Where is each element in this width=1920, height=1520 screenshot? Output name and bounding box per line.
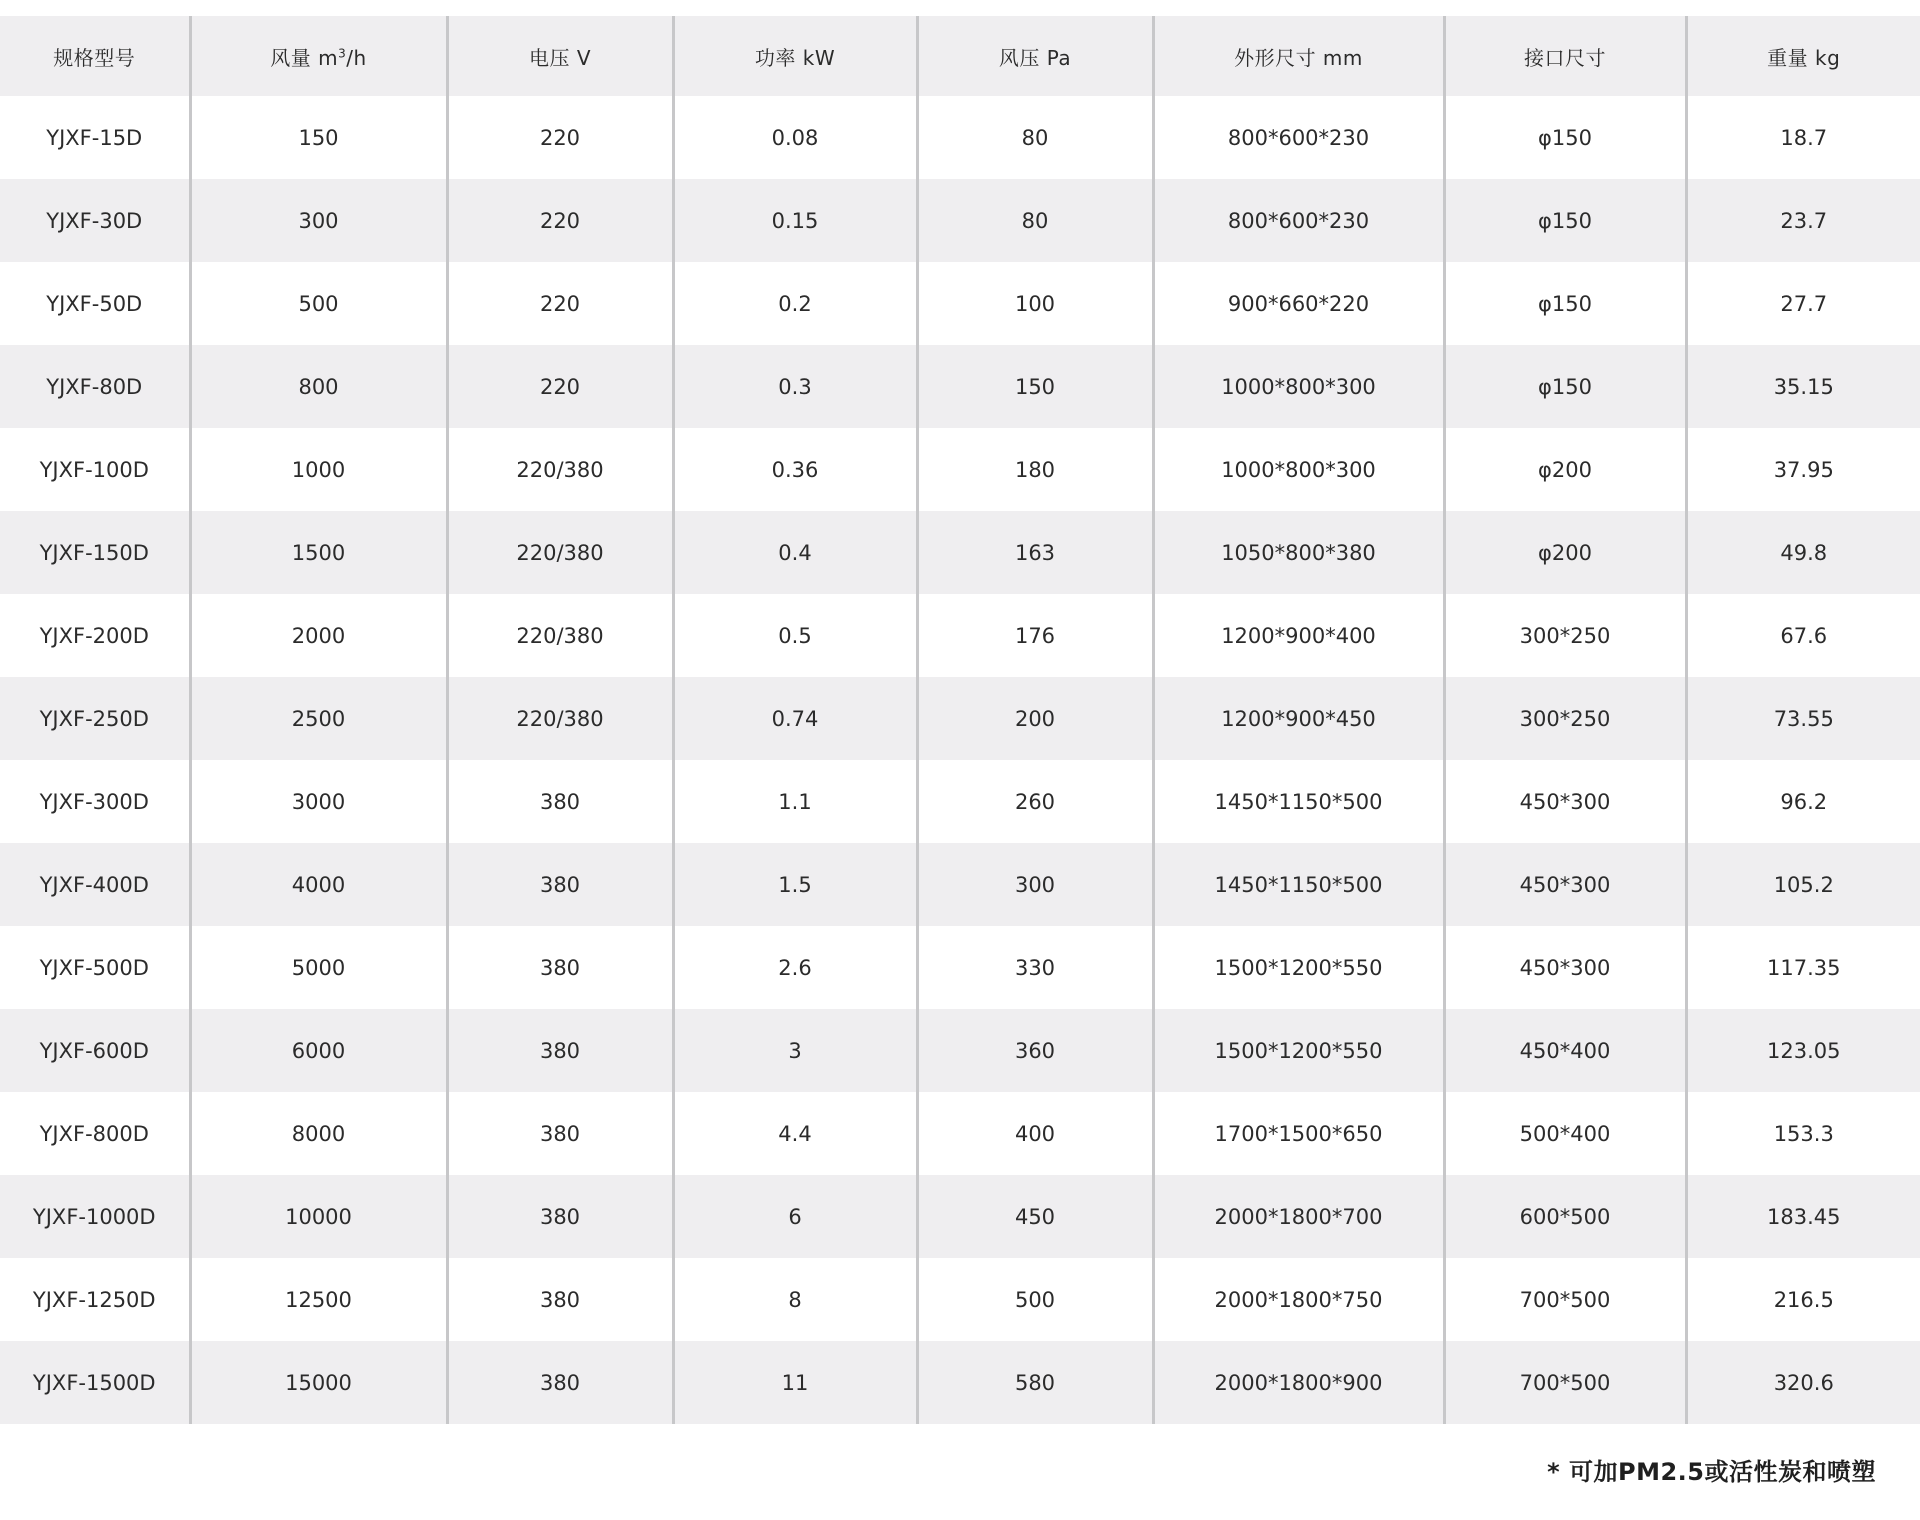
table-cell-weight: 216.5 <box>1686 1258 1920 1341</box>
table-cell-port-size: 700*500 <box>1444 1258 1686 1341</box>
table-cell-port-size: φ150 <box>1444 345 1686 428</box>
column-header-weight <box>1686 16 1920 96</box>
table-cell-weight: 23.7 <box>1686 179 1920 262</box>
table-cell-airflow: 300 <box>190 179 447 262</box>
table-cell-model: YJXF-1500D <box>0 1341 190 1424</box>
table-cell-port-size: φ150 <box>1444 179 1686 262</box>
table-cell-voltage: 220 <box>447 262 673 345</box>
column-header-pressure <box>917 16 1153 96</box>
table-cell-dimensions: 1500*1200*550 <box>1153 1009 1444 1092</box>
column-header-model <box>0 16 190 96</box>
table-cell-power: 0.74 <box>673 677 917 760</box>
table-cell-dimensions: 1200*900*450 <box>1153 677 1444 760</box>
column-header-label: 风量 m <box>270 45 339 70</box>
table-cell-dimensions: 800*600*230 <box>1153 179 1444 262</box>
table-cell-weight: 67.6 <box>1686 594 1920 677</box>
table-cell-weight: 123.05 <box>1686 1009 1920 1092</box>
table-cell-airflow: 800 <box>190 345 447 428</box>
table-row <box>0 760 1920 843</box>
table-cell-pressure: 580 <box>917 1341 1153 1424</box>
table-row <box>0 179 1920 262</box>
table-cell-weight: 73.55 <box>1686 677 1920 760</box>
table-cell-model: YJXF-250D <box>0 677 190 760</box>
table-cell-port-size: 300*250 <box>1444 677 1686 760</box>
table-cell-model: YJXF-1000D <box>0 1175 190 1258</box>
table-cell-model: YJXF-600D <box>0 1009 190 1092</box>
table-cell-weight: 320.6 <box>1686 1341 1920 1424</box>
table-row <box>0 511 1920 594</box>
table-row <box>0 1175 1920 1258</box>
table-cell-dimensions: 1500*1200*550 <box>1153 926 1444 1009</box>
table-cell-pressure: 500 <box>917 1258 1153 1341</box>
table-cell-voltage: 220/380 <box>447 594 673 677</box>
table-body <box>0 96 1920 1424</box>
table-cell-dimensions: 1000*800*300 <box>1153 428 1444 511</box>
table-cell-dimensions: 2000*1800*900 <box>1153 1341 1444 1424</box>
table-cell-weight: 105.2 <box>1686 843 1920 926</box>
column-header-suffix: /h <box>346 45 367 70</box>
table-cell-power: 6 <box>673 1175 917 1258</box>
table-cell-airflow: 6000 <box>190 1009 447 1092</box>
table-cell-weight: 96.2 <box>1686 760 1920 843</box>
table-cell-power: 1.5 <box>673 843 917 926</box>
table-cell-pressure: 80 <box>917 96 1153 179</box>
table-row <box>0 345 1920 428</box>
table-cell-voltage: 380 <box>447 760 673 843</box>
spec-table <box>0 16 1920 1424</box>
table-cell-port-size: 600*500 <box>1444 1175 1686 1258</box>
table-cell-voltage: 380 <box>447 843 673 926</box>
table-cell-weight: 49.8 <box>1686 511 1920 594</box>
column-header-label: 接口尺寸 <box>1524 45 1606 70</box>
table-cell-dimensions: 1450*1150*500 <box>1153 760 1444 843</box>
column-header-label: 功率 kW <box>754 45 836 70</box>
table-cell-port-size: 450*300 <box>1444 926 1686 1009</box>
table-cell-pressure: 180 <box>917 428 1153 511</box>
table-cell-dimensions: 1450*1150*500 <box>1153 843 1444 926</box>
table-cell-voltage: 220/380 <box>447 677 673 760</box>
table-cell-port-size: φ200 <box>1444 511 1686 594</box>
table-cell-voltage: 380 <box>447 1092 673 1175</box>
table-cell-pressure: 163 <box>917 511 1153 594</box>
table-cell-dimensions: 1200*900*400 <box>1153 594 1444 677</box>
table-cell-weight: 153.3 <box>1686 1092 1920 1175</box>
table-cell-power: 2.6 <box>673 926 917 1009</box>
table-cell-dimensions: 1050*800*380 <box>1153 511 1444 594</box>
table-header <box>0 16 1920 96</box>
table-cell-port-size: φ150 <box>1444 96 1686 179</box>
table-row <box>0 262 1920 345</box>
column-header-label: 外形尺寸 mm <box>1234 45 1363 70</box>
table-cell-dimensions: 2000*1800*750 <box>1153 1258 1444 1341</box>
table-cell-weight: 27.7 <box>1686 262 1920 345</box>
table-cell-pressure: 330 <box>917 926 1153 1009</box>
table-cell-model: YJXF-80D <box>0 345 190 428</box>
table-cell-power: 3 <box>673 1009 917 1092</box>
table-cell-port-size: 450*300 <box>1444 843 1686 926</box>
table-cell-pressure: 260 <box>917 760 1153 843</box>
table-row <box>0 1258 1920 1341</box>
column-header-airflow <box>190 16 447 96</box>
table-cell-pressure: 450 <box>917 1175 1153 1258</box>
column-header-power <box>673 16 917 96</box>
table-row <box>0 677 1920 760</box>
table-cell-model: YJXF-15D <box>0 96 190 179</box>
table-cell-power: 0.08 <box>673 96 917 179</box>
table-row <box>0 594 1920 677</box>
table-cell-model: YJXF-150D <box>0 511 190 594</box>
table-cell-weight: 183.45 <box>1686 1175 1920 1258</box>
table-cell-port-size: 700*500 <box>1444 1341 1686 1424</box>
table-cell-airflow: 3000 <box>190 760 447 843</box>
table-cell-pressure: 100 <box>917 262 1153 345</box>
table-cell-weight: 37.95 <box>1686 428 1920 511</box>
table-cell-port-size: 450*400 <box>1444 1009 1686 1092</box>
column-header-voltage <box>447 16 673 96</box>
column-header-label: 电压 V <box>528 45 592 70</box>
table-cell-power: 0.5 <box>673 594 917 677</box>
table-cell-pressure: 200 <box>917 677 1153 760</box>
table-cell-voltage: 380 <box>447 926 673 1009</box>
table-cell-airflow: 2500 <box>190 677 447 760</box>
table-row <box>0 96 1920 179</box>
table-cell-airflow: 4000 <box>190 843 447 926</box>
table-row <box>0 428 1920 511</box>
table-cell-power: 4.4 <box>673 1092 917 1175</box>
table-cell-dimensions: 1700*1500*650 <box>1153 1092 1444 1175</box>
table-cell-model: YJXF-200D <box>0 594 190 677</box>
column-header-label: 风压 Pa <box>998 45 1072 70</box>
table-cell-pressure: 176 <box>917 594 1153 677</box>
table-cell-pressure: 150 <box>917 345 1153 428</box>
table-cell-pressure: 400 <box>917 1092 1153 1175</box>
table-row <box>0 1092 1920 1175</box>
table-cell-model: YJXF-30D <box>0 179 190 262</box>
table-cell-power: 0.36 <box>673 428 917 511</box>
table-cell-port-size: φ200 <box>1444 428 1686 511</box>
table-cell-airflow: 1000 <box>190 428 447 511</box>
table-cell-power: 0.3 <box>673 345 917 428</box>
table-cell-airflow: 150 <box>190 96 447 179</box>
table-cell-pressure: 300 <box>917 843 1153 926</box>
table-cell-voltage: 380 <box>447 1341 673 1424</box>
table-cell-power: 0.15 <box>673 179 917 262</box>
table-cell-dimensions: 1000*800*300 <box>1153 345 1444 428</box>
table-cell-model: YJXF-800D <box>0 1092 190 1175</box>
table-cell-weight: 117.35 <box>1686 926 1920 1009</box>
table-cell-airflow: 1500 <box>190 511 447 594</box>
table-cell-power: 1.1 <box>673 760 917 843</box>
table-cell-weight: 18.7 <box>1686 96 1920 179</box>
table-cell-model: YJXF-1250D <box>0 1258 190 1341</box>
column-header-port-size <box>1444 16 1686 96</box>
header-row <box>0 16 1920 96</box>
table-row <box>0 1341 1920 1424</box>
table-cell-airflow: 15000 <box>190 1341 447 1424</box>
table-cell-voltage: 380 <box>447 1009 673 1092</box>
table-cell-voltage: 220/380 <box>447 511 673 594</box>
table-cell-pressure: 80 <box>917 179 1153 262</box>
table-cell-pressure: 360 <box>917 1009 1153 1092</box>
table-row <box>0 843 1920 926</box>
table-cell-power: 11 <box>673 1341 917 1424</box>
table-cell-model: YJXF-50D <box>0 262 190 345</box>
table-cell-port-size: 500*400 <box>1444 1092 1686 1175</box>
table-cell-voltage: 220 <box>447 345 673 428</box>
table-row <box>0 926 1920 1009</box>
table-cell-airflow: 10000 <box>190 1175 447 1258</box>
table-cell-voltage: 220 <box>447 96 673 179</box>
table-cell-power: 8 <box>673 1258 917 1341</box>
table-cell-model: YJXF-300D <box>0 760 190 843</box>
table-cell-airflow: 2000 <box>190 594 447 677</box>
table-cell-airflow: 5000 <box>190 926 447 1009</box>
column-header-superscript: 3 <box>338 45 347 60</box>
table-row <box>0 1009 1920 1092</box>
table-cell-model: YJXF-500D <box>0 926 190 1009</box>
table-cell-dimensions: 800*600*230 <box>1153 96 1444 179</box>
table-cell-airflow: 12500 <box>190 1258 447 1341</box>
column-header-label: 规格型号 <box>53 45 136 70</box>
table-cell-port-size: φ150 <box>1444 262 1686 345</box>
table-cell-airflow: 500 <box>190 262 447 345</box>
column-header-label: 重量 kg <box>1767 45 1841 70</box>
table-cell-voltage: 220 <box>447 179 673 262</box>
table-cell-port-size: 450*300 <box>1444 760 1686 843</box>
column-header-dimensions <box>1153 16 1444 96</box>
table-cell-power: 0.2 <box>673 262 917 345</box>
table-cell-model: YJXF-400D <box>0 843 190 926</box>
table-cell-port-size: 300*250 <box>1444 594 1686 677</box>
table-cell-model: YJXF-100D <box>0 428 190 511</box>
table-cell-voltage: 220/380 <box>447 428 673 511</box>
table-cell-dimensions: 2000*1800*700 <box>1153 1175 1444 1258</box>
table-cell-dimensions: 900*660*220 <box>1153 262 1444 345</box>
footnote: * 可加PM2.5或活性炭和喷塑 <box>1547 1458 1876 1486</box>
table-cell-weight: 35.15 <box>1686 345 1920 428</box>
table-cell-voltage: 380 <box>447 1175 673 1258</box>
table-cell-airflow: 8000 <box>190 1092 447 1175</box>
table-cell-power: 0.4 <box>673 511 917 594</box>
table-cell-voltage: 380 <box>447 1258 673 1341</box>
